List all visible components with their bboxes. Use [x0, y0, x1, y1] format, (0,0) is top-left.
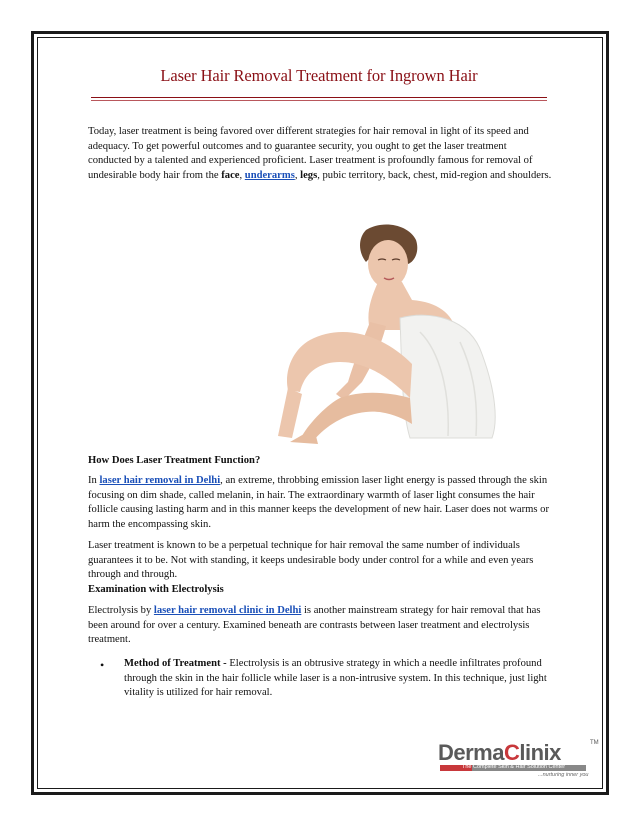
bullet-icon: • — [100, 658, 105, 672]
intro-paragraph — [88, 125, 552, 183]
dermaclinix-logo — [438, 740, 604, 780]
section-heading-function: How Does Laser Treatment Function? — [88, 455, 261, 466]
logo-name-part1: Derma — [438, 740, 504, 765]
section1-text-post: , an extreme, throbbing emission laser light energy is passed through the skin focusing on dim shade, called melanin, in hair. The extraordinary warmth of laser light consumes the hair follicle causing lasting harm and in this manner keeps the development of new hair. Laser does not warms or harm the encompassing skin. — [88, 475, 549, 530]
laser-hair-removal-delhi-link[interactable]: laser hair removal in Delhi — [99, 475, 221, 486]
logo-name-part2: linix — [519, 740, 561, 765]
list-item-label: Method of Treatment - — [124, 658, 230, 669]
section2-text-pre: Electrolysis by — [88, 605, 154, 616]
logo-name-c: C — [503, 740, 520, 765]
logo-wordmark — [438, 740, 561, 766]
logo-trademark: TM — [590, 740, 599, 746]
laser-hair-removal-clinic-delhi-link[interactable]: laser hair removal clinic in Delhi — [153, 605, 302, 616]
intro-text: Today, laser treatment is being favored over different strategies for hair removal in light of its speed and adequacy. To get powerful outcomes and to guarantee security, you ought to get the laser treatment conducted by a talented and experienced proficient. Laser treatment is profoundly famous for removal of undesirable body hair from the — [88, 126, 533, 181]
intro-text-end: , pubic territory, back, chest, mid-region and shoulders. — [317, 169, 552, 181]
section2-paragraph1 — [88, 604, 550, 648]
page-title: Laser Hair Removal Treatment for Ingrown Hair — [160, 66, 478, 85]
list-item — [124, 657, 550, 701]
keyword-legs: legs — [300, 169, 318, 181]
section2-text-post: is another mainstream strategy for hair removal that has been around for over a century. Examined beneath are contrasts between laser treatment and electrolysis treatment. — [88, 605, 541, 646]
section1-paragraph1 — [88, 474, 550, 532]
section1-text-pre: In — [88, 475, 100, 486]
list-item-text: Electrolysis is an obtrusive strategy in which a needle infiltrates profound through the skin in the hair follicle while laser is a non-intrusive system. In this technique, just light vitality is utilized for hair removal. — [124, 658, 547, 699]
keyword-face: face — [221, 169, 240, 181]
underarms-link[interactable]: underarms — [244, 169, 295, 181]
woman-in-towel-photo — [270, 222, 510, 444]
section1-paragraph2: Laser treatment is known to be a perpetual technique for hair removal the same number of individuals guarantees it to be. Not with standing, it keeps undesirable body under control for a while and even years through and through. — [88, 540, 534, 581]
title-underline — [91, 97, 547, 98]
section-heading-electrolysis: Examination with Electrolysis — [88, 584, 224, 595]
logo-tagline: The Complete Skin & Hair Solution Center — [462, 764, 566, 770]
intro-separator: , — [294, 169, 301, 181]
intro-separator: , — [239, 169, 245, 181]
title-underline-secondary — [91, 100, 547, 101]
logo-slogan: ...nurturing inner you — [538, 772, 589, 778]
